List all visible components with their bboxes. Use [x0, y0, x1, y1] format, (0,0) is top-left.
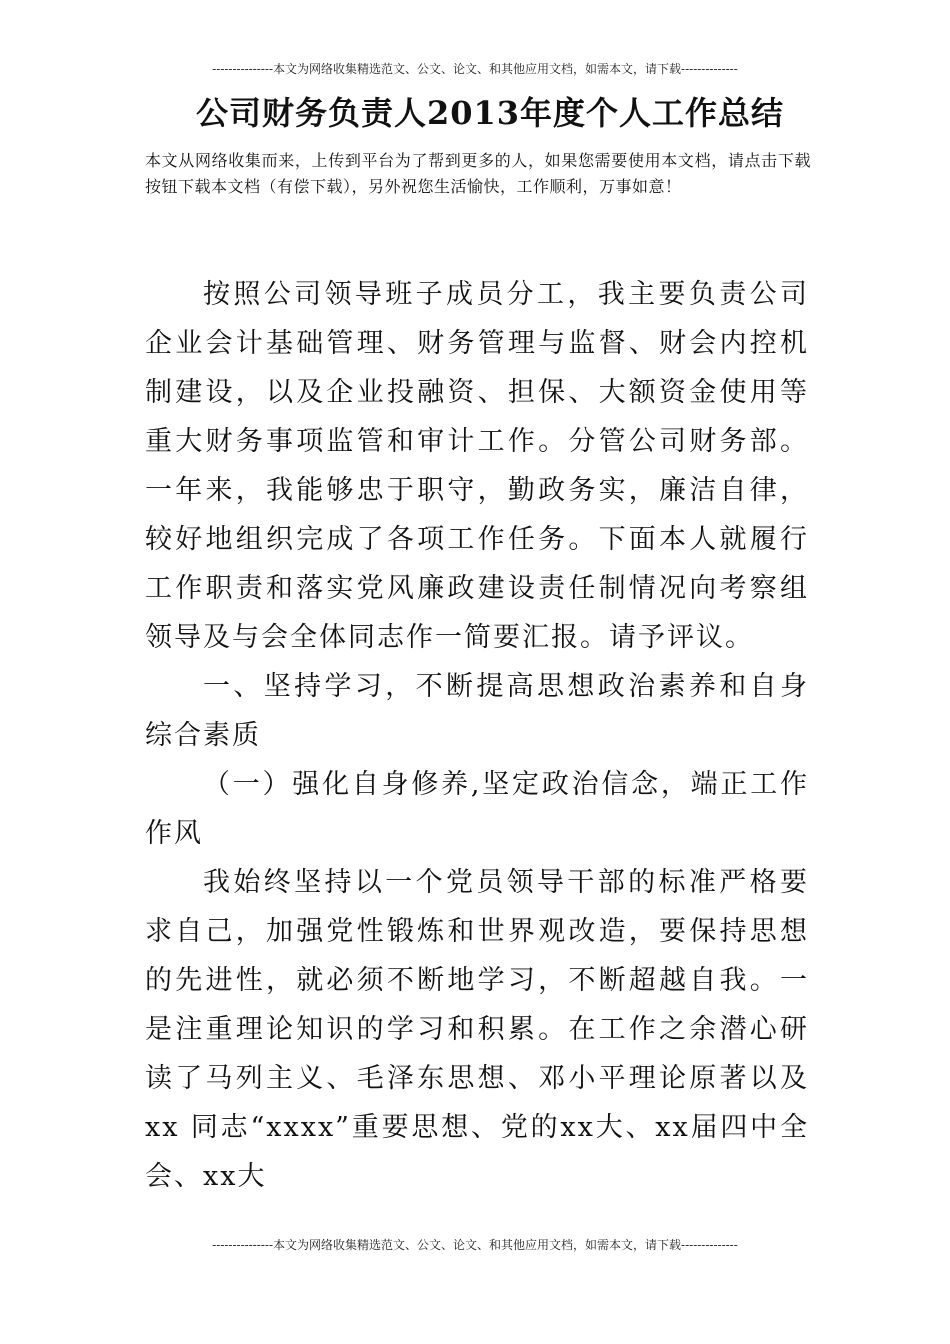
page-header-banner: ---------------本文为网络收集精选范文、公文、论文、和其他应用文档，如需本文，请下载--------------: [212, 62, 738, 76]
document-title: 公司财务负责人2013年度个人工作总结: [195, 94, 785, 132]
document-body: [145, 270, 809, 1201]
body-paragraph: 我始终坚持以一个党员领导干部的标准严格要求自己，加强党性锻炼和世界观改造，要保持思想的先进性，就必须不断地学习，不断超越自我。一是注重理论知识的学习和积累。在工作之余潜心研读了马列主义、毛泽东思想、邓小平理论原著以及 xx 同志“xxxx”重要思想、党的xx大、xx届四中全会、xx大: [145, 867, 809, 1192]
intro-note: 本文从网络收集而来，上传到平台为了帮到更多的人，如果您需要使用本文档，请点击下载按钮下载本文档（有偿下载），另外祝您生活愉快，工作顺利，万事如意！: [145, 151, 811, 196]
subsection-heading: （一）强化自身修养,坚定政治信念，端正工作作风: [145, 769, 809, 849]
section-heading: 一、坚持学习，不断提高思想政治素养和自身综合素质: [145, 671, 809, 751]
body-paragraph: 按照公司领导班子成员分工，我主要负责公司企业会计基础管理、财务管理与监督、财会内控机制建设，以及企业投融资、担保、大额资金使用等重大财务事项监管和审计工作。分管公司财务部。一年来，我能够忠于职守，勤政务实，廉洁自律，较好地组织完成了各项工作任务。下面本人就履行工作职责和落实党风廉政建设责任制情况向考察组领导及与会全体同志作一简要汇报。请予评议。: [145, 279, 809, 653]
page-footer-banner: ---------------本文为网络收集精选范文、公文、论文、和其他应用文档，如需本文，请下载--------------: [212, 1238, 738, 1252]
